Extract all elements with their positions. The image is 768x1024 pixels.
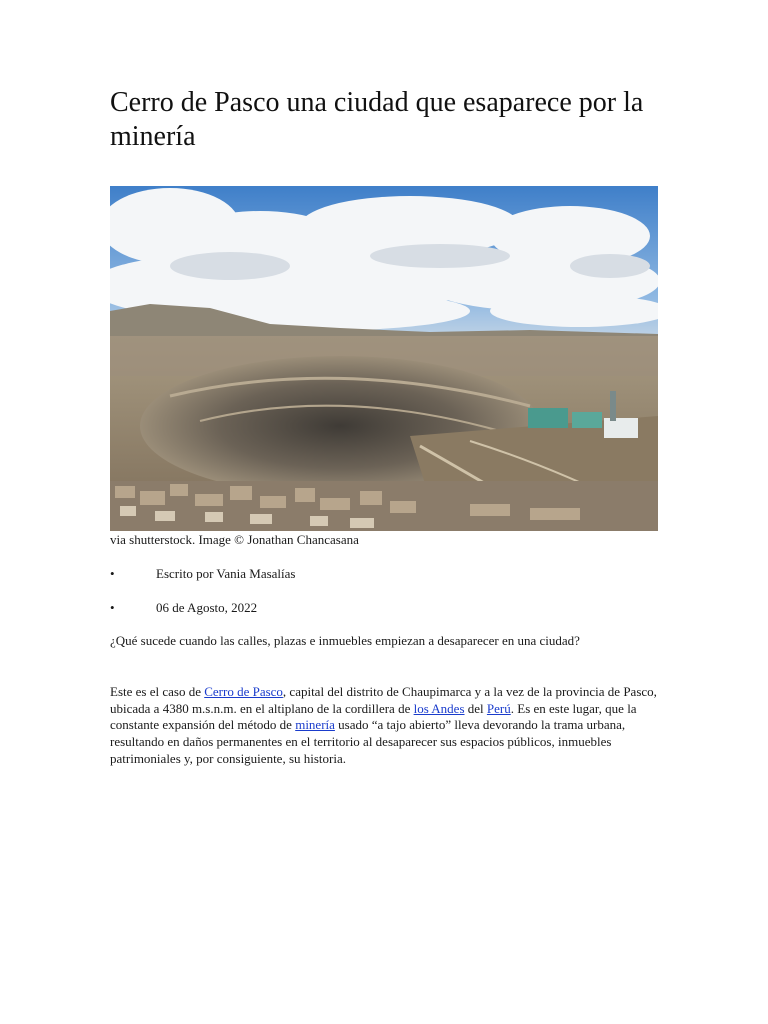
- article-title: Cerro de Pasco una ciudad que esaparece por la minería: [110, 87, 644, 152]
- link-peru[interactable]: Perú: [486, 700, 511, 716]
- body-paragraph: [110, 684, 658, 768]
- author-text: Escrito por Vania Masalías: [156, 566, 296, 581]
- link-los-andes[interactable]: los Andes: [413, 700, 465, 716]
- link-cerro-de-pasco[interactable]: Cerro de Pasco: [204, 684, 283, 699]
- body-text: del: [464, 700, 487, 716]
- bullet-marker: •: [110, 600, 115, 615]
- bullet-marker: •: [110, 566, 115, 581]
- body-text: Este es el caso de: [110, 684, 205, 699]
- image-caption: via shutterstock. Image © Jonathan Chancasana: [110, 532, 359, 547]
- intro-paragraph: ¿Qué sucede cuando las calles, plazas e inmuebles empiezan a desaparecer en una ciudad?: [110, 633, 580, 648]
- link-mineria[interactable]: minería: [295, 717, 335, 733]
- body-text: . Es en este lugar, que la constante expansión del método de: [110, 700, 637, 733]
- body-text: usado “a tajo abierto” lleva devorando la trama urbana, resultando en daños permanentes en el territorio al desaparecer sus espacios públicos, inmuebles patrimoniales y, por consiguiente, su historia.: [110, 717, 626, 766]
- body-text: , capital del distrito de Chaupimarca y a la vez de la provincia de Pasco, ubicada a 4380 m.s.n.m. en el altiplano de la cordillera de: [110, 684, 657, 716]
- article-photo: [110, 186, 658, 531]
- date-text: 06 de Agosto, 2022: [156, 600, 258, 615]
